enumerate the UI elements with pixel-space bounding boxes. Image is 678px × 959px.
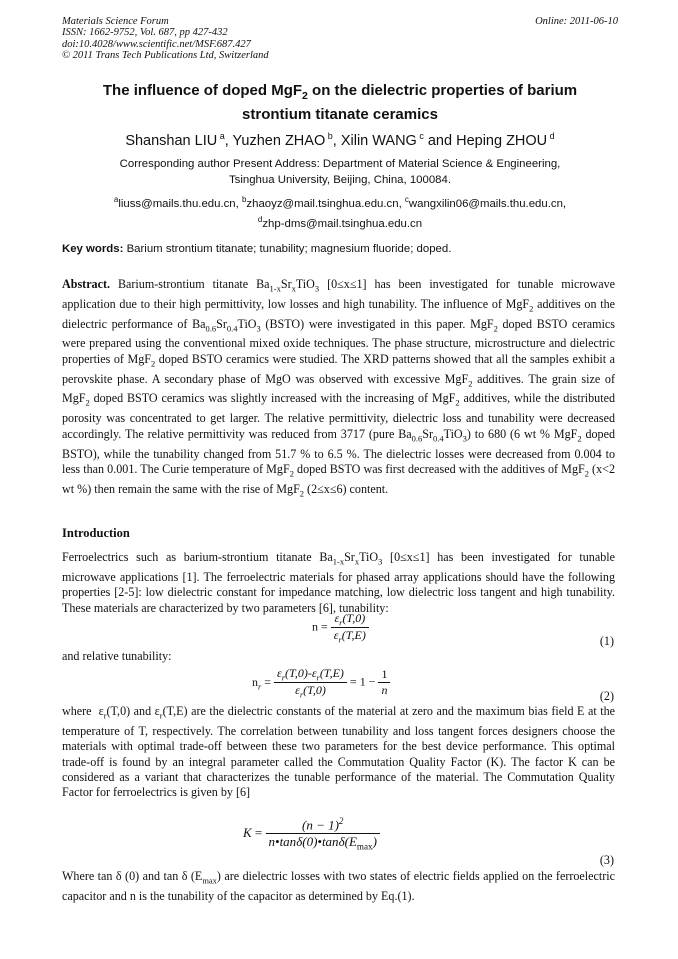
equation-1-number: (1): [599, 634, 614, 648]
intro-paragraph-2: where $\varepsilon_r(T,0)$ and $\varepsilon_r(T,E)$ are the dielectric constants of the material at zero and the maximum bias field E at the temperature of T, respectively. The correlation between tunability and loss tangent forces designers choose the materials with optimal trade-off between these two parameters for the best device performance. This optimal trade-off is found by an integral parameter called the Commutation Quality Factor (K). The factor K can be considered as a variant that characterizes the tunable performance of the material. The Commutation Quality Factor for ferroelectrics is given by [6]: [62, 704, 616, 800]
journal-doi: doi:10.4028/www.scientific.net/MSF.687.427: [62, 38, 251, 50]
section-heading-introduction: Introduction: [62, 526, 130, 540]
abstract-label: Abstract.: [62, 277, 111, 291]
equation-2: $n_r$ = $\frac{\varepsilon_r(T,0)-\varepsilon_r(T,E)}{\varepsilon_r(T,0)}$ = 1 − $\frac{1}{n}$: [252, 666, 390, 700]
equation-3: K = $\frac{(n - 1)^2}{n•\tan\delta(0)•\tan\delta(E_{max})}$: [243, 816, 380, 852]
affiliation: Corresponding author Present Address: Department of Material Science & Engineering, Tsinghua University, Beijing, China, 100084.: [119, 158, 561, 186]
intro-paragraph-3: Where tan δ (0) and tan δ $(E_{max})$ are dielectric losses with two states of electric fields applied on the ferroelectric capacitor and n is the tunability of the capacitor as determined by Eq.(1).: [62, 869, 616, 903]
email-a[interactable]: liuss@mails.thu.edu.cn: [118, 197, 236, 210]
equation-1: n = $\frac{\varepsilon_r(T,0)}{\varepsilon_r(T,E)}$: [312, 611, 369, 645]
equation-2-number: (2): [599, 689, 614, 703]
email-d[interactable]: zhp-dms@mail.tsinghua.edu.cn: [262, 217, 423, 230]
journal-header: [62, 16, 618, 62]
paper-title: The influence of doped MgF$_2$ on the dielectric properties of barium strontium titanate ceramics: [102, 82, 578, 123]
author-emails: $^a$liuss@mails.thu.edu.cn, $^b$zhaoyz@mail.tsinghua.edu.cn, $^c$wangxilin06@mails.thu.edu.cn, $^d$zhp-dms@mail.tsinghua.edu.cn: [113, 195, 567, 230]
email-c[interactable]: wangxilin06@mails.thu.edu.cn: [408, 197, 563, 210]
journal-name: Materials Science Forum: [62, 16, 169, 27]
online-date: Online: 2011-06-10: [535, 16, 618, 27]
author-list: Shanshan LIU $^a$, Yuzhen ZHAO $^b$, Xilin WANG $^c$ and Heping ZHOU $^d$: [125, 131, 555, 149]
keywords: Key words: Barium strontium titanate; tunability; magnesium fluoride; doped.: [62, 243, 452, 255]
relative-tunability-label: and relative tunability:: [62, 649, 172, 663]
journal-issn: ISSN: 1662-9752, Vol. 687, pp 427-432: [62, 27, 228, 39]
abstract-paragraph: Abstract. Barium-strontium titanate $Ba_{1-x}Sr_xTiO_3$ [0≤x≤1] has been investigated for tunable microwave application due to their high permittivity, low losses and high tunability. The influence of MgF$_2$ additives on the dielectric performance of $Ba_{0.6}Sr_{0.4}TiO_3$ (BSTO) were investigated in this paper. MgF$_2$ doped BSTO ceramics were prepared using the conventional mixed oxide techniques. The phase structure, microstructure and dielectric properties of MgF$_2$ doped BSTO ceramics were studied. The XRD patterns showed that all the samples exhibit a perovskite phase. A secondary phase of MgO was observed with excessive MgF$_2$ additives. The grain size of MgF$_2$ doped BSTO ceramics was slightly increased with the increasing of MgF$_2$ additives, while the distributed porosity was concentrated to get larger. The relative permittivity, dielectric loss and tunability were decreased accordingly. The relative permittivity was reduced from 3717 (pure $Ba_{0.6}Sr_{0.4}TiO_3$) to 680 (6 wt % MgF$_2$ doped BSTO), while the tunability changed from 51.7 % to 6.5 %. The dielectric losses were decreased from 0.004 to less than 0.001. The Curie temperature of MgF$_2$ doped BSTO was first decreased with the additives of MgF$_2$ (x<2 wt %) then remain the same with the rise of MgF$_2$ (2≤x≤6) content.: [62, 277, 616, 499]
equation-3-number: (3): [599, 853, 614, 867]
intro-paragraph-1: Ferroelectrics such as barium-strontium titanate $Ba_{1-x}Sr_xTiO_3$ [0≤x≤1] has been investigated for tunable microwave applications [1]. The ferroelectric materials for phased array applications should have the following properties [2-5]: low dielectric constant for impedance matching, low dielectric loss tangent and high tunability. These materials are characterized by two parameters [6], tunability:: [62, 550, 615, 615]
journal-copyright: © 2011 Trans Tech Publications Ltd, Switzerland: [62, 50, 269, 62]
email-b[interactable]: zhaoyz@mail.tsinghua.edu.cn: [246, 197, 399, 210]
